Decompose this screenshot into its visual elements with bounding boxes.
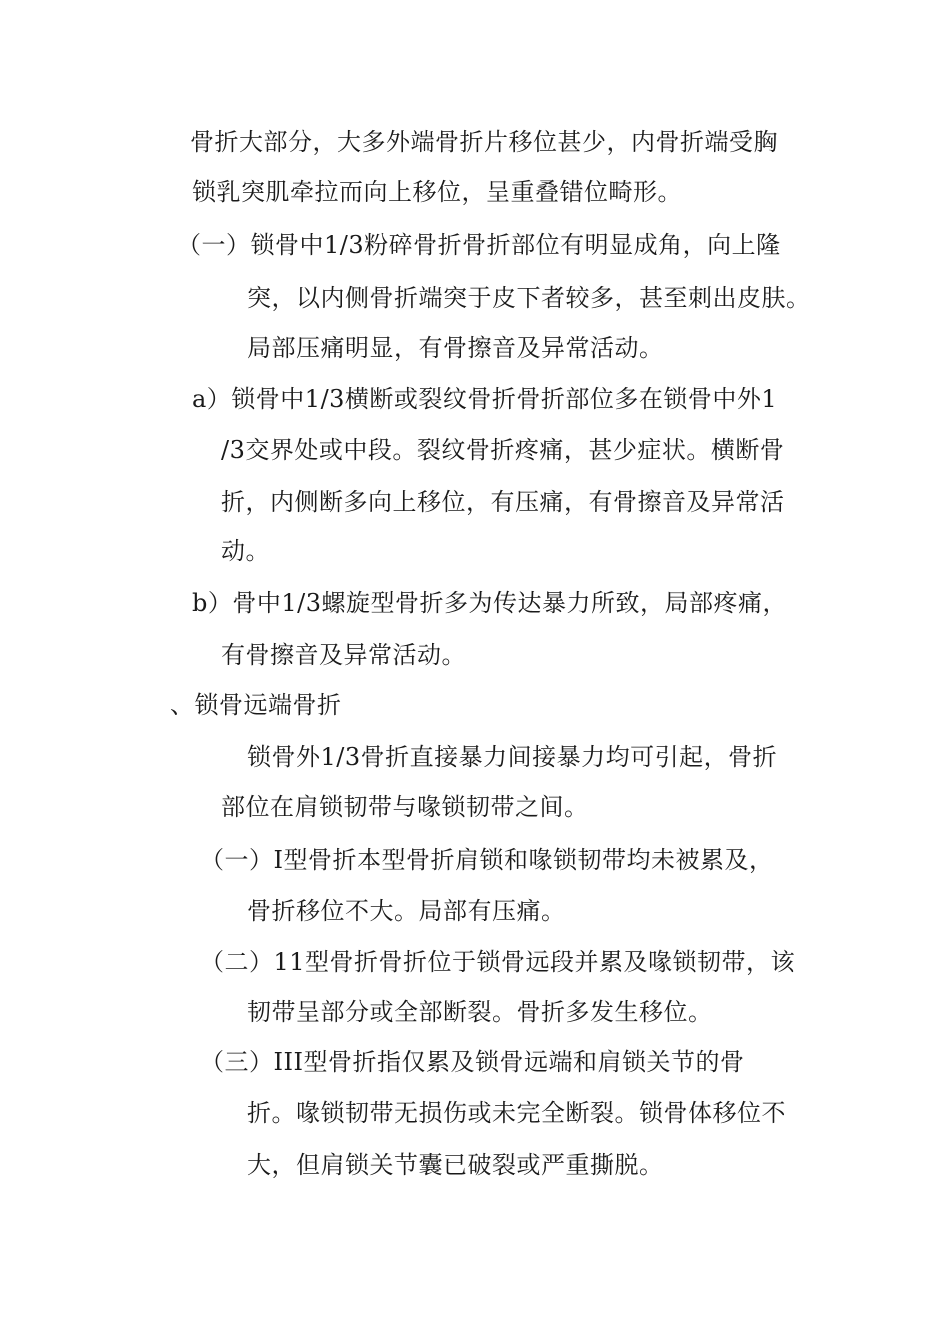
text-line: 有骨擦音及异常活动。 — [221, 641, 466, 669]
text-line: /3交界处或中段。裂纹骨折疼痛，甚少症状。横断骨 — [221, 436, 785, 464]
text-line: 动。 — [221, 537, 270, 565]
section-heading: 、锁骨远端骨折 — [170, 691, 342, 719]
text-line: b）骨中1/3螺旋型骨折多为传达暴力所致，局部疼痛， — [192, 589, 787, 617]
text-line: 锁乳突肌牵拉而向上移位，呈重叠错位畸形。 — [192, 178, 682, 206]
text-line: 大，但肩锁关节囊已破裂或严重撕脱。 — [247, 1151, 664, 1179]
text-line: 突，以内侧骨折端突于皮下者较多，甚至刺出皮肤。 — [247, 284, 811, 312]
text-line: 部位在肩锁韧带与喙锁韧带之间。 — [221, 793, 589, 821]
text-line: 骨折大部分，大多外端骨折片移位甚少，内骨折端受胸 — [190, 128, 778, 156]
text-line: （一）I型骨折本型骨折肩锁和喙锁韧带均未被累及， — [200, 846, 774, 874]
text-line: （二）11型骨折骨折位于锁骨远段并累及喙锁韧带，该 — [200, 948, 796, 976]
text-line: 韧带呈部分或全部断裂。骨折多发生移位。 — [247, 998, 713, 1026]
text-line: 局部压痛明显，有骨擦音及异常活动。 — [247, 334, 664, 362]
text-line: （一）锁骨中1/3粉碎骨折骨折部位有明显成角，向上隆 — [177, 231, 781, 259]
text-line: 锁骨外1/3骨折直接暴力间接暴力均可引起，骨折 — [247, 743, 778, 771]
text-line: 骨折移位不大。局部有压痛。 — [247, 897, 566, 925]
text-line: 折。喙锁韧带无损伤或未完全断裂。锁骨体移位不 — [247, 1099, 786, 1127]
text-line: 折，内侧断多向上移位，有压痛，有骨擦音及异常活 — [221, 488, 785, 516]
text-line: a）锁骨中1/3横断或裂纹骨折骨折部位多在锁骨中外1 — [192, 385, 778, 413]
text-line: （三）III型骨折指仅累及锁骨远端和肩锁关节的骨 — [200, 1048, 745, 1076]
